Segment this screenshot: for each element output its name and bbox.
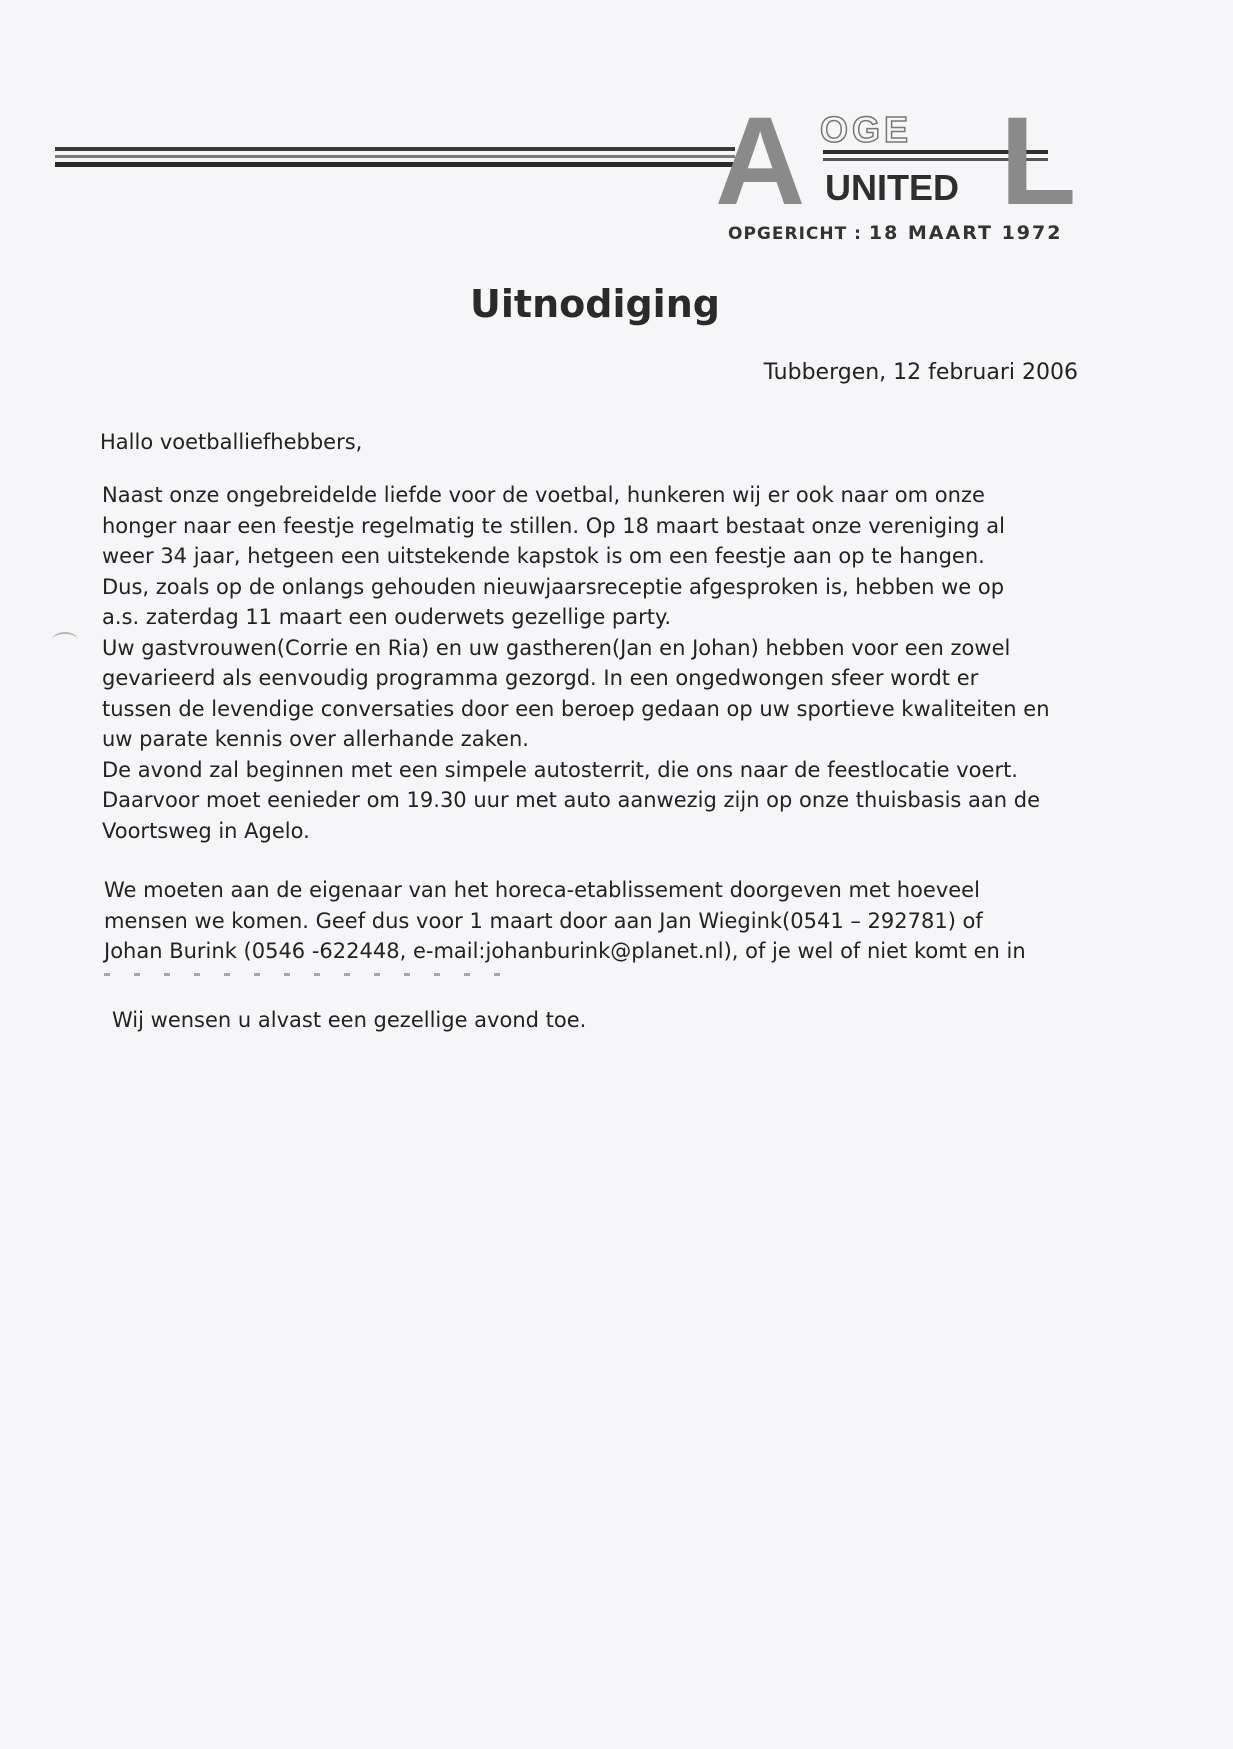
greeting: Hallo voetballiefhebbers, bbox=[100, 430, 363, 454]
letter-title: Uitnodiging bbox=[470, 282, 720, 326]
logo-letter-a: A bbox=[715, 100, 806, 220]
paragraph-2 bbox=[104, 875, 1026, 967]
logo-text-united: UNITED bbox=[825, 167, 959, 208]
logo-letter-l: L bbox=[1000, 100, 1077, 220]
scan-artifact bbox=[52, 632, 78, 648]
paragraph-line: Dus, zoals op de onlangs gehouden nieuwjaarsreceptie afgesproken is, hebben we op bbox=[102, 574, 1005, 599]
place-and-date: Tubbergen, 12 februari 2006 bbox=[763, 360, 1078, 385]
logo-text-oge: OGE bbox=[820, 109, 913, 150]
closing-line: Wij wensen u alvast een gezellige avond toe. bbox=[112, 1008, 587, 1032]
founded-date: 18 MAART 1972 bbox=[868, 222, 1063, 244]
paragraph-line: uw parate kennis over allerhande zaken. bbox=[102, 727, 529, 751]
paragraph-line: gevarieerd als eenvoudig programma gezorgd. In een ongedwongen sfeer wordt er bbox=[102, 666, 979, 690]
founded-label: OPGERICHT : bbox=[728, 224, 862, 244]
paragraph-line: a.s. zaterdag 11 maart een ouderwets gezellige party. bbox=[102, 605, 672, 629]
paragraph-line: Voortsweg in Agelo. bbox=[102, 818, 310, 843]
paragraph-line: Johan Burink (0546 -622448, e-mail:johanburink@planet.nl), of je wel of niet komt en in bbox=[104, 939, 1026, 963]
paragraph-line: De avond zal beginnen met een simpele autosterrit, die ons naar de feestlocatie voert. bbox=[102, 757, 1018, 782]
paragraph-line: Uw gastvrouwen(Corrie en Ria) en uw gastheren(Jan en Johan) hebben voor een zowel bbox=[102, 635, 1011, 660]
paragraph-line: honger naar een feestje regelmatig te stillen. Op 18 maart bestaat onze vereniging al bbox=[102, 513, 1005, 538]
founded-line bbox=[728, 222, 1088, 244]
paragraph-line: We moeten aan de eigenaar van het horeca-etablissement doorgeven met hoeveel bbox=[104, 878, 980, 902]
paragraph-line: tussen de levendige conversaties door een beroep gedaan op uw sportieve kwaliteiten en bbox=[102, 696, 1050, 721]
paragraph-line: mensen we komen. Geef dus voor 1 maart door aan Jan Wiegink(0541 – 292781) of bbox=[104, 908, 983, 933]
cut-off-text-line bbox=[104, 973, 504, 976]
paragraph-line: Daarvoor moet eenieder om 19.30 uur met auto aanwezig zijn op onze thuisbasis aan de bbox=[102, 788, 1040, 812]
paragraph-1 bbox=[102, 480, 1050, 846]
paragraph-line: weer 34 jaar, hetgeen een uitstekende kapstok is om een feestje aan op te hangen. bbox=[102, 544, 985, 568]
paragraph-line: Naast onze ongebreidelde liefde voor de voetbal, hunkeren wij er ook naar om onze bbox=[102, 483, 985, 507]
